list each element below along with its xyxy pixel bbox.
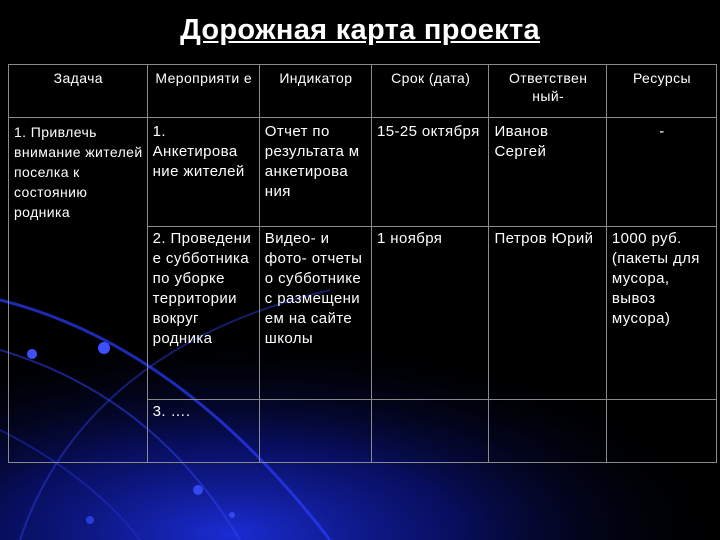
event-cell: 2. Проведени е субботника по уборке территории вокруг родника (147, 227, 259, 400)
page-title: Дорожная карта проекта (180, 14, 540, 46)
header-event: Мероприяти е (147, 65, 259, 118)
header-task: Задача (9, 65, 148, 118)
roadmap-table (8, 64, 717, 463)
indicator-cell: Видео- и фото- отчеты о субботнике с размещени ем на сайте школы (259, 227, 371, 400)
task-cell: 1. Привлечь внимание жителей поселка к состоянию родника (9, 118, 148, 463)
resources-cell: 1000 руб. (пакеты для мусора, вывоз мусора) (606, 227, 716, 400)
event-cell: 3. …. (147, 400, 259, 463)
deadline-cell (371, 400, 488, 463)
indicator-cell: Отчет по результата м анкетирова ния (259, 118, 371, 227)
responsible-cell: Иванов Сергей (489, 118, 606, 227)
event-cell: 1. Анкетирова ние жителей (147, 118, 259, 227)
deadline-cell: 1 ноября (371, 227, 488, 400)
deadline-cell: 15-25 октября (371, 118, 488, 227)
header-responsible: Ответствен ный- (489, 65, 606, 118)
header-indicator: Индикатор (259, 65, 371, 118)
header-resources: Ресурсы (606, 65, 716, 118)
responsible-cell: Петров Юрий (489, 227, 606, 400)
indicator-cell (259, 400, 371, 463)
responsible-cell (489, 400, 606, 463)
resources-cell (606, 400, 716, 463)
table-header-row (9, 65, 717, 118)
resources-cell: - (606, 118, 716, 227)
table-row (9, 118, 717, 227)
header-deadline: Срок (дата) (371, 65, 488, 118)
